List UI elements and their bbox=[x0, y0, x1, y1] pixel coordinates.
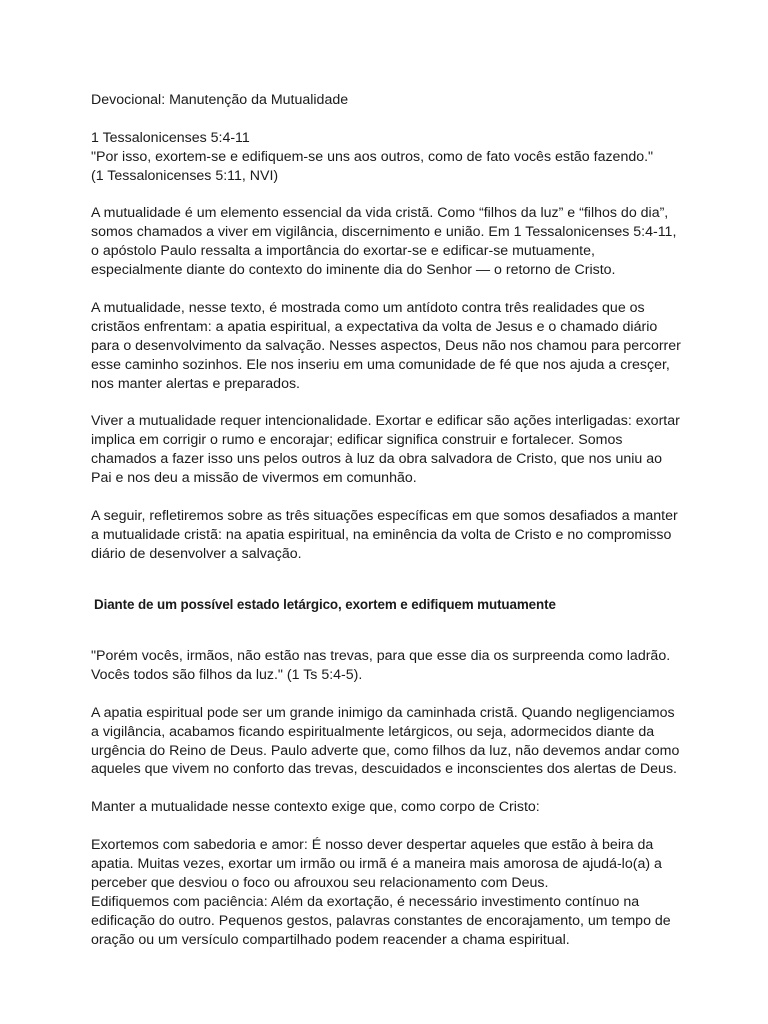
scripture-reference: 1 Tessalonicenses 5:4-11 bbox=[91, 129, 250, 146]
verse-quote: "Por isso, exortem-se e edifiquem-se uns aos outros, como de fato vocês estão fazendo." bbox=[91, 148, 654, 165]
verse-citation: (1 Tessalonicenses 5:11, NVI) bbox=[91, 167, 279, 184]
spacer bbox=[91, 393, 686, 412]
spacer bbox=[91, 110, 686, 129]
list-item-edify: Edifiquemos com paciência: Além da exortação, é necessário investimento contínuo na edificação do outro. Pequenos gestos, palavras constantes de encorajamento, um tempo de oração ou um versículo compartilhado podem reacender a chama espiritual. bbox=[91, 893, 671, 948]
document-body bbox=[91, 91, 686, 950]
spacer bbox=[91, 779, 686, 798]
spacer bbox=[91, 186, 686, 205]
spacer bbox=[91, 817, 686, 836]
section-verse-quote: "Porém vocês, irmãos, não estão nas trevas, para que esse dia os surpreenda como ladrão. Vocês todos são filhos da luz." (1 Ts 5:4-5). bbox=[91, 648, 671, 683]
spacer bbox=[91, 685, 686, 704]
list-item-exhort: Exortemos com sabedoria e amor: É nosso dever despertar aqueles que estão à beira da apatia. Muitas vezes, exortar um irmão ou irmã é a maneira mais amorosa de ajudá-lo(a) a perceber que desviou o foco ou afrouxou seu relacionamento com Deus. bbox=[91, 837, 662, 891]
document-title: Devocional: Manutenção da Mutualidade bbox=[91, 92, 349, 108]
paragraph-antidote: A mutualidade, nesse texto, é mostrada como um antídoto contra três realidades que os cristãos enfrentam: a apatia espiritual, a expectativa da volta de Jesus e o chamado diário para o desenvolvimento da salvação. Nesses aspectos, Deus não nos chamou para percorrer esse caminho sozinhos. Ele nos inseriu em uma comunidade de fé que nos ajuda a cresçer, nos manter alertas e preparados. bbox=[91, 299, 681, 392]
section-heading: Diante de um possível estado letárgico, exortem e edifiquem mutuamente bbox=[94, 596, 556, 612]
paragraph-intro: A mutualidade é um elemento essencial da vida cristã. Como “filhos da luz” e “filhos do dia”, somos chamados a viver em vigilância, discernimento e união. Em 1 Tessalonicenses 5:4-11, o apóstolo Paulo ressalta a importância do exortar-se e edificar-se mutuamente, especialmente diante do contexto do iminente dia do Senhor — o retorno de Cristo. bbox=[91, 205, 677, 279]
spacer bbox=[91, 564, 686, 583]
spacer bbox=[91, 280, 686, 299]
paragraph-apathy: A apatia espiritual pode ser um grande inimigo da caminhada cristã. Quando negligenciamos a vigilância, acabamos ficando espiritualmente letárgicos, ou seja, adormecidos diante da urgência do Reino de Deus. Paulo adverte que, como filhos da luz, não devemos andar como aqueles que vivem no conforto das trevas, descuidados e inconscientes dos alertas de Deus. bbox=[91, 704, 680, 778]
paragraph-outline: A seguir, refletiremos sobre as três situações específicas em que somos desafiados a manter a mutualidade cristã: na apatia espiritual, na eminência da volta de Cristo e no compromisso diário de desenvolver a salvação. bbox=[91, 507, 678, 562]
paragraph-intentionality: Viver a mutualidade requer intencionalidade. Exortar e edificar são ações interligadas: exortar implica em corrigir o rumo e encorajar; edificar significa construir e fortalecer. Somos chamados a fazer isso uns pelos outros à luz da obra salvadora de Cristo, que nos uniu ao Pai e nos deu a missão de vivermos em comunhão. bbox=[91, 413, 680, 487]
paragraph-mutuality-context: Manter a mutualidade nesse contexto exige que, como corpo de Cristo: bbox=[91, 799, 540, 816]
spacer bbox=[91, 628, 686, 647]
spacer bbox=[91, 488, 686, 507]
document-page bbox=[91, 91, 686, 950]
